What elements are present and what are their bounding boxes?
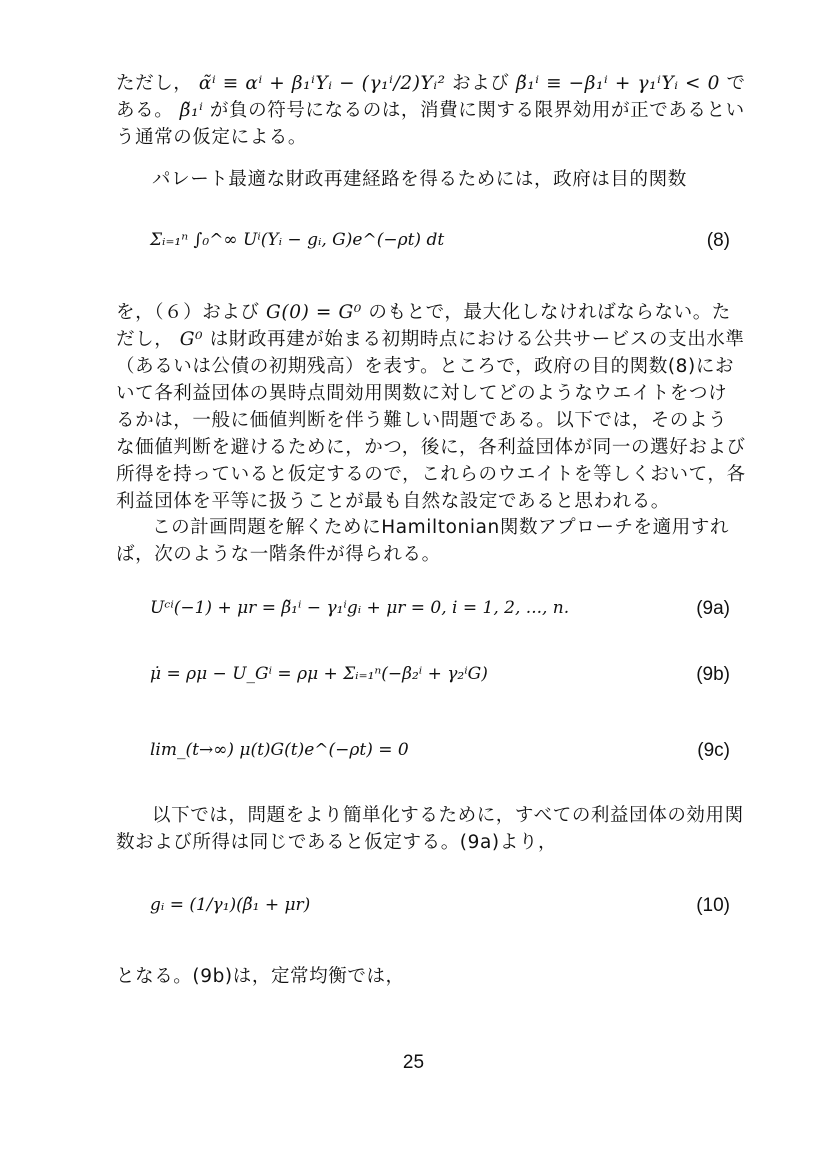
text: が負の符号になるのは，消費に関する限界効用が正であるという通常の仮定による。 [116, 100, 745, 148]
equation-9c [150, 740, 750, 780]
paragraph-steady-state [116, 963, 746, 990]
equation-number: (9a) [696, 598, 730, 619]
paragraph-objective-intro [116, 166, 746, 193]
equation-body: Σᵢ₌₁ⁿ ∫₀^∞ Uⁱ(Yᵢ − gᵢ, G)e^(−ρt) dt [150, 230, 445, 250]
text: 以下では，問題をより簡単化するために，すべての利益団体の効用関数および所得は同じであると仮定する。(9a)より， [116, 805, 744, 853]
paragraph-hamiltonian [116, 514, 746, 568]
equation-number: (8) [706, 230, 730, 251]
math-inline: α̃ⁱ ≡ αⁱ + β₁ⁱYᵢ − (γ₁ⁱ/2)Yᵢ² [198, 73, 446, 94]
equation-body: lim_(t→∞) μ(t)G(t)e^(−ρt) = 0 [150, 740, 409, 760]
text: この計画問題を解くためにHamiltonian関数アプローチを適用すれば，次のような一階条件が得られる。 [116, 517, 730, 565]
equation-body: Uᶜⁱ(−1) + μr = β̃₁ⁱ − γ₁ⁱgᵢ + μr = 0, i = 1, 2, ..., n. [150, 598, 570, 618]
math-inline: G⁰ [179, 329, 204, 350]
equation-number: (9b) [696, 664, 730, 685]
text: を，（６）および [116, 302, 260, 323]
math-inline: β̃₁ⁱ [179, 100, 204, 121]
text: は財政再建が始まる初期時点における公共サービスの支出水準（あるいは公債の初期残高）を表す。ところで，政府の目的関数(8)において各利益団体の異時点間効用関数に対してどのようなウエイトをつけるかは，一般に価値判断を伴う難しい問題である。以下では，そのような価値判断を避けるために，かつ，後に，各利益団体が同一の選好および所得を持っていると仮定するので，これらのウエイトを等しくおいて，各利益団体を平等に扱うことが最も自然な設定であると思われる。 [116, 329, 746, 512]
text: のもとで，最大化しなければならない。ただし， [116, 302, 731, 350]
equation-body: gᵢ = (1/γ₁)(β̃₁ + μr) [150, 895, 311, 915]
equation-9a [150, 598, 750, 638]
text: となる。(9b)は，定常均衡では， [116, 966, 405, 987]
equation-number: (9c) [697, 740, 730, 761]
paragraph-simplification [116, 802, 746, 856]
text: である。 [116, 73, 746, 121]
equation-9b [150, 664, 750, 704]
paragraph-definitions [116, 70, 746, 151]
page-number: 25 [402, 1052, 425, 1073]
text: および [452, 73, 510, 94]
text: ただし， [116, 73, 193, 94]
paragraph-constraints [116, 299, 746, 515]
equation-number: (10) [696, 895, 730, 916]
text: パレート最適な財政再建経路を得るためには，政府は目的関数 [152, 169, 687, 190]
equation-10 [150, 895, 750, 935]
equation-8 [150, 230, 750, 270]
math-inline: β̃₁ⁱ ≡ −β₁ⁱ + γ₁ⁱYᵢ < 0 [515, 73, 721, 94]
math-inline: G(0) = G⁰ [266, 302, 362, 323]
equation-body: μ̇ = ρμ − U_Gⁱ = ρμ + Σᵢ₌₁ⁿ(−β₂ⁱ + γ₂ⁱG) [150, 664, 488, 684]
